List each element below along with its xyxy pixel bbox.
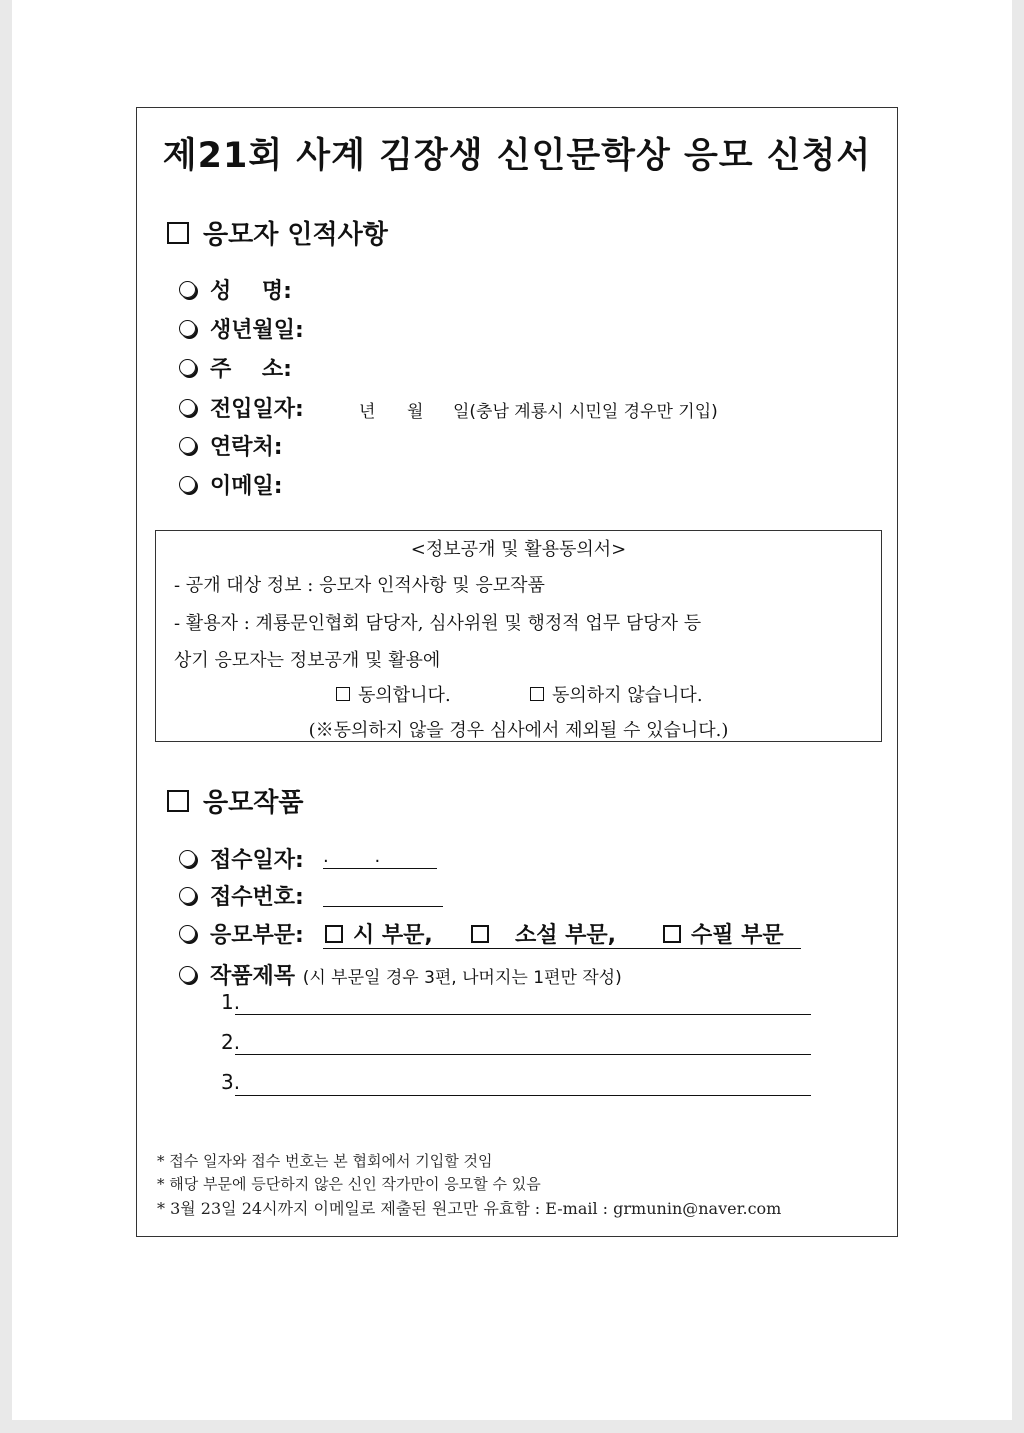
category-options xyxy=(323,918,801,949)
title-number-1: 1. xyxy=(221,990,241,1014)
application-form xyxy=(136,107,898,1237)
disagree-option[interactable] xyxy=(530,681,703,707)
title-number-2: 2. xyxy=(221,1030,241,1054)
consent-box xyxy=(155,530,882,742)
applicant-heading-text: 응모자 인적사항 xyxy=(203,220,388,250)
field-address-label: 주 소: xyxy=(210,357,292,382)
field-email xyxy=(179,469,283,500)
receipt-date-field xyxy=(179,843,304,874)
title-line-2[interactable] xyxy=(235,1054,811,1055)
titles-label: 작품제목 xyxy=(210,964,296,989)
form-title: 제21회 사계 김장생 신인문학상 응모 신청서 xyxy=(162,136,872,176)
agree-label: 동의합니다. xyxy=(358,685,451,706)
category-essay-option[interactable] xyxy=(663,918,784,949)
titles-field xyxy=(179,959,622,990)
consent-line-2: - 활용자 : 계룡문인협회 담당자, 심사위원 및 행정적 업무 담당자 등 xyxy=(174,613,702,634)
field-move-in xyxy=(179,392,304,423)
field-name xyxy=(179,274,292,305)
category-label: 응모부문: xyxy=(210,923,304,948)
poetry-label: 시 부문, xyxy=(353,923,433,948)
disagree-checkbox-icon[interactable] xyxy=(530,687,544,701)
field-contact-label: 연락처: xyxy=(210,435,283,460)
field-birth-label: 생년월일: xyxy=(210,318,304,343)
move-in-month: 월 xyxy=(407,402,424,422)
field-name-label: 성 명: xyxy=(210,279,292,304)
essay-checkbox-icon[interactable] xyxy=(663,925,681,943)
title-line-3[interactable] xyxy=(235,1095,811,1096)
agree-checkbox-icon[interactable] xyxy=(336,687,350,701)
agree-option[interactable] xyxy=(336,681,451,707)
receipt-number-blank[interactable] xyxy=(323,906,443,907)
titles-note: (시 부문일 경우 3편, 나머지는 1편만 작성) xyxy=(302,968,622,988)
circle-bullet-icon xyxy=(179,966,196,983)
field-contact xyxy=(179,430,283,461)
novel-checkbox-icon[interactable] xyxy=(471,925,489,943)
category-poetry-option[interactable] xyxy=(325,918,433,949)
consent-warning: (※동의하지 않을 경우 심사에서 제외될 수 있습니다.) xyxy=(308,720,729,741)
poetry-checkbox-icon[interactable] xyxy=(325,925,343,943)
move-in-year: 년 xyxy=(359,402,376,422)
receipt-number-label: 접수번호: xyxy=(210,885,304,910)
work-heading-text: 응모작품 xyxy=(203,788,304,818)
circle-bullet-icon xyxy=(179,887,196,904)
category-field xyxy=(179,918,304,949)
essay-label: 수필 부문 xyxy=(691,923,784,948)
checkbox-square-icon xyxy=(167,222,189,244)
footnote-1: * 접수 일자와 접수 번호는 본 협회에서 기입할 것임 xyxy=(157,1152,493,1170)
footnote-3: * 3월 23일 24시까지 이메일로 제출된 원고만 유효함 : E-mail : grmunin@naver.com xyxy=(157,1199,782,1218)
field-email-label: 이메일: xyxy=(210,474,283,499)
field-move-in-label: 전입일자: xyxy=(210,397,304,422)
circle-bullet-icon xyxy=(179,925,196,942)
work-section-heading xyxy=(167,782,303,819)
consent-heading: <정보공개 및 활용동의서> xyxy=(410,539,627,560)
checkbox-square-icon xyxy=(167,790,189,812)
circle-bullet-icon xyxy=(179,437,196,454)
circle-bullet-icon xyxy=(179,320,196,337)
consent-line-1: - 공개 대상 정보 : 응모자 인적사항 및 응모작품 xyxy=(174,575,545,596)
title-number-3: 3. xyxy=(221,1070,241,1094)
circle-bullet-icon xyxy=(179,850,196,867)
novel-label: 소설 부문, xyxy=(515,923,617,948)
circle-bullet-icon xyxy=(179,359,196,376)
move-in-day-note: 일(충남 계룡시 시민일 경우만 기입) xyxy=(453,402,718,422)
disagree-label: 동의하지 않습니다. xyxy=(552,685,703,706)
consent-line-3: 상기 응모자는 정보공개 및 활용에 xyxy=(174,650,441,671)
footnote-2: * 해당 부문에 등단하지 않은 신인 작가만이 응모할 수 있음 xyxy=(157,1175,541,1193)
document-page xyxy=(12,0,1012,1420)
category-novel-option[interactable] xyxy=(471,918,616,949)
circle-bullet-icon xyxy=(179,281,196,298)
title-line-1[interactable] xyxy=(235,1014,811,1015)
field-birth xyxy=(179,313,304,344)
circle-bullet-icon xyxy=(179,476,196,493)
receipt-date-label: 접수일자: xyxy=(210,848,304,873)
applicant-section-heading xyxy=(167,214,388,251)
receipt-number-field xyxy=(179,880,304,911)
circle-bullet-icon xyxy=(179,399,196,416)
receipt-date-blank[interactable]: . . xyxy=(323,846,437,869)
field-address xyxy=(179,352,292,383)
